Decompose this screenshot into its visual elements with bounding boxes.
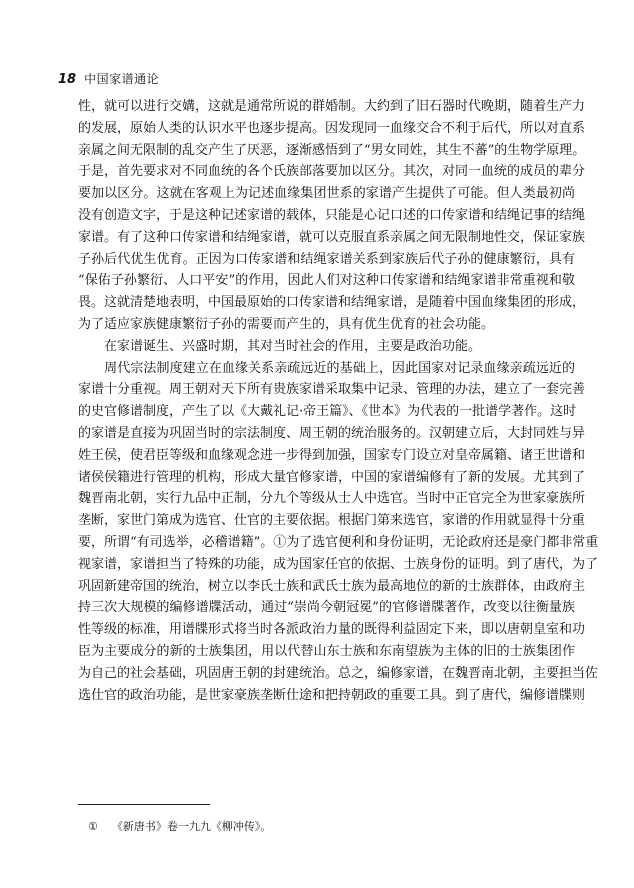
paragraph-3	[78, 358, 599, 707]
text-line: 垄断，家世门第成为选官、仕官的主要依据。根据门第来选官，家谱的作用就显得十分重	[78, 513, 586, 529]
text-line: 周代宗法制度建立在血缘关系亲疏远近的基础上，因此国家对记录血缘亲疏远近的	[78, 360, 575, 376]
footnote	[88, 818, 271, 834]
body-text	[78, 96, 599, 706]
text-line: 畏。这就清楚地表明，中国最原始的口传家谱和结绳家谱，是随着中国血缘集团的形成，	[78, 295, 586, 311]
text-line: 的家谱是直接为巩固当时的宗法制度、周王朝的统治服务的。汉朝建立后，大封同姓与异	[78, 425, 586, 441]
text-line: 家谱。有了这种口传家谱和结绳家谱，就可以克服直系亲属之间无限制地性交，保证家族	[78, 229, 586, 245]
text-line: 子孙后代优生优育。正因为口传家谱和结绳家谱关系到家族后代子孙的健康繁衍，具有	[78, 251, 575, 267]
paragraph-1	[78, 96, 586, 336]
running-header	[58, 70, 159, 88]
text-line: 要，所谓“有司选举，必稽谱籍”。①为了选官便利和身份证明，无论政府还是豪门都非常重	[78, 534, 599, 550]
page-number: 18	[58, 72, 77, 87]
text-line: “保佑子孙繁衍、人口平安”的作用，因此人们对这种口传家谱和结绳家谱非常重视和敬	[78, 273, 575, 289]
footnote-text: 《新唐书》卷一九九《柳冲传》。	[111, 820, 272, 833]
text-line: 性等级的标准，用谱牒形式将当时各派政治力量的既得利益固定下来，即以唐朝皇室和功	[78, 622, 586, 638]
text-line: 要加以区分。这就在客观上为记述血缘集团世系的家谱产生提供了可能。但人类最初尚	[78, 186, 575, 202]
text-line: 没有创造文字，于是这种记述家谱的载体，只能是心记口述的口传家谱和结绳记事的结绳	[78, 207, 586, 223]
text-line: 诸侯侯籍进行管理的机构，形成大量官修家谱，中国的家谱编修有了新的发展。尤其到了	[78, 469, 586, 485]
text-line: 家谱十分重视。周王朝对天下所有贵族家谱采取集中记录、管理的办法，建立了一套完善	[78, 382, 586, 398]
text-line: 魏晋南北朝，实行九品中正制，分九个等级从士人中选官。当时中正官完全为世家豪族所	[78, 491, 586, 507]
text-line: 亲属之间无限制的乱交产生了厌恶，逐渐感悟到了“男女同姓，其生不蕃”的生物学原理。	[78, 142, 586, 158]
text-line: 性，就可以进行交媾，这就是通常所说的群婚制。大约到了旧石器时代晚期，随着生产力	[78, 99, 586, 114]
text-line: 选仕官的政治功能，是世家豪族垄断仕途和把持朝政的重要工具。到了唐代，编修谱牒则	[78, 687, 586, 703]
text-line: 的史官修谱制度，产生了以《大戴礼记·帝王篇》、《世本》为代表的一批谱学著作。这时	[78, 404, 577, 420]
text-line: 视家谱，家谱担当了特殊的功能，成为国家任官的依据、士族身份的证明。到了唐代，为了	[78, 556, 599, 572]
text-line: 巩固新建帝国的统治，树立以李氏士族和武氏士族为最高地位的新的士族群体，由政府主	[78, 578, 586, 594]
text-line: 持三次大规模的编修谱牒活动，通过“崇尚今朝冠冕”的官修谱牒著作，改变以往衡量族	[78, 600, 575, 616]
footnote-divider	[78, 804, 210, 805]
running-title: 中国家谱通论	[84, 72, 160, 86]
text-line: 为了适应家族健康繁衍子孙的需要而产生的，具有优生优育的社会功能。	[78, 316, 495, 332]
text-line: 臣为主要成分的新的士族集团，用以代替山东士族和东南望族为主体的旧的士族集团作	[78, 643, 575, 659]
footnote-mark: ①	[88, 820, 98, 833]
text-line: 在家谱诞生、兴盛时期，其对当时社会的作用，主要是政治功能。	[78, 338, 482, 354]
text-line: 为自己的社会基础，巩固唐王朝的封建统治。总之，编修家谱，在魏晋南北朝，主要担当佐	[78, 665, 599, 681]
text-line: 姓王侯，使君臣等级和血缘观念进一步得到加强，国家专门设立对皇帝属籍、诸王世谱和	[78, 447, 586, 463]
paragraph-2	[78, 336, 575, 358]
text-line: 的发展，原始人类的认识水平也逐步提高。因发现同一血缘交合不利于后代，所以对直系	[78, 120, 586, 136]
text-line: 于是，首先要求对不同血统的各个氏族部落要加以区分。其次，对同一血统的成员的辈分	[78, 164, 586, 180]
